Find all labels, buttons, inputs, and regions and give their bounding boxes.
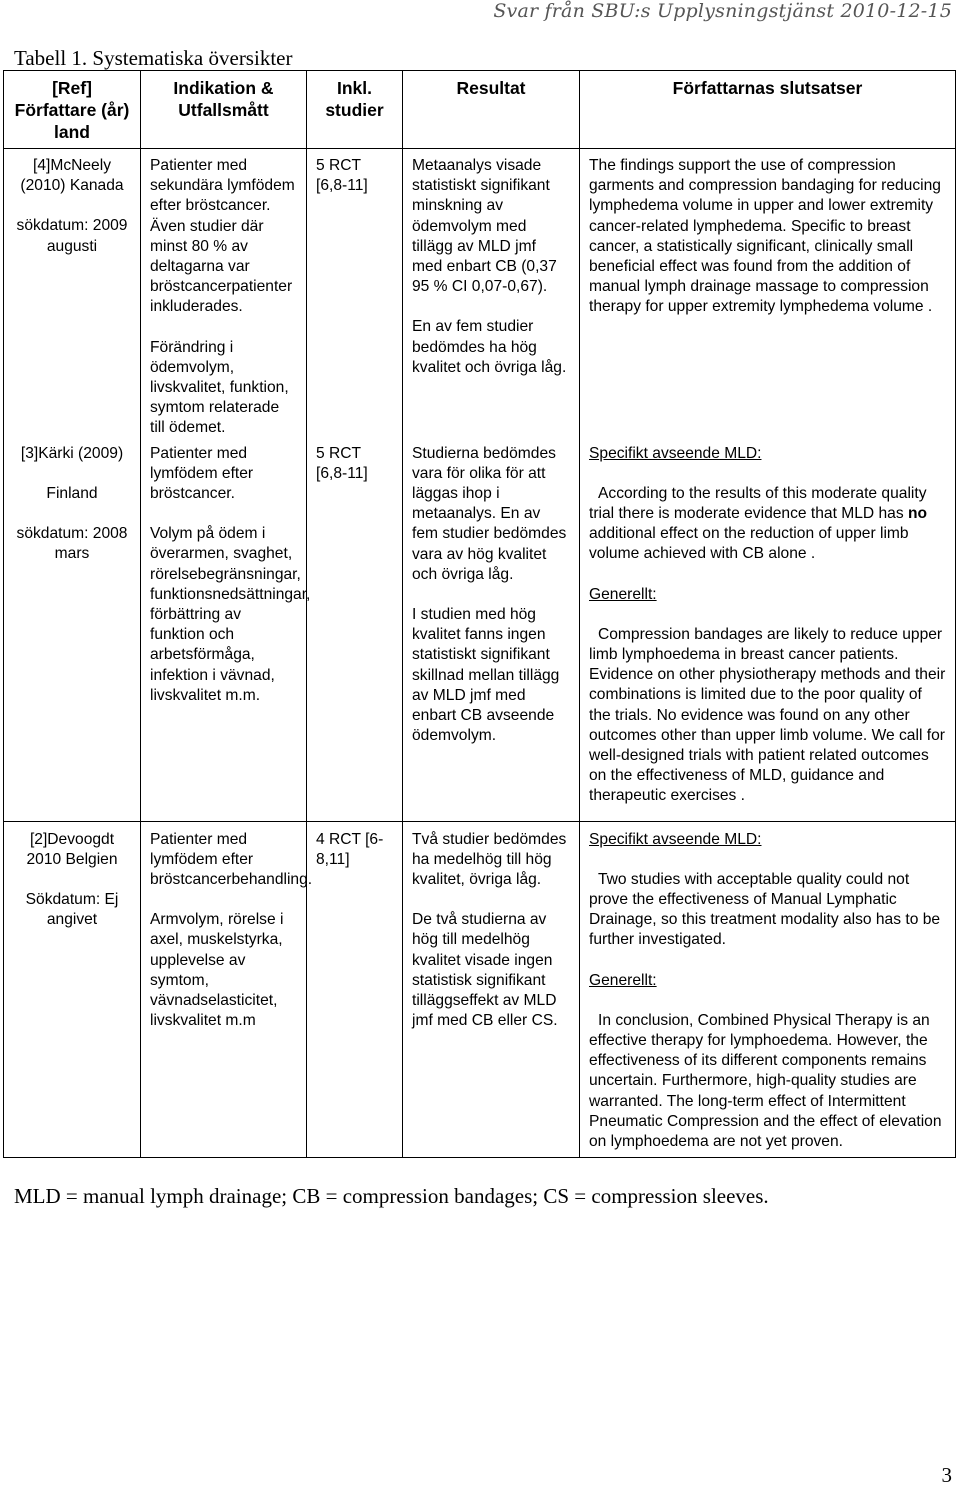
table-title: Tabell 1. Systematiska översikter	[14, 46, 293, 70]
table-row	[4, 821, 956, 1158]
systematic-reviews-table	[3, 70, 956, 1158]
conclusion-specific-heading: Specifikt avseende MLD:	[589, 444, 762, 462]
indication-outcomes: Volym på ödem i överarmen, svaghet, rörelsebegränsningar, funktionsnedsättningar, förbättring av funktion och arbetsförmåga, infektion i vävnad, livskvalitet m.m.	[150, 525, 311, 704]
result-cell	[403, 821, 580, 1158]
search-date: sökdatum: 2008 mars	[16, 525, 128, 563]
indication-cell	[141, 149, 307, 444]
search-date: Sökdatum: Ej angivet	[25, 891, 119, 929]
reference-text: [3]Kärki (2009)	[20, 444, 124, 462]
result-text: Studierna bedömdes vara för olika för att läggas ihop i metaanalys. En av fem studier bedömdes vara av hög kvalitet och övriga låg.	[412, 444, 567, 583]
conclusion-cell	[580, 821, 956, 1158]
indication-cell	[141, 821, 313, 1158]
reference-cell	[4, 821, 141, 1158]
conclusion-specific-pre: According to the results of this moderate quality trial there is moderate evidence that MLD has	[589, 484, 927, 523]
reference-text: [2]Devoogdt 2010 Belgien	[26, 830, 118, 868]
conclusion-specific-post: additional effect on the reduction of upper limb volume achieved with CB alone .	[589, 525, 909, 563]
reference-cell	[4, 149, 141, 444]
result-text: Metaanalys visade statistiskt signifikant minskning av ödemvolym med tillägg av MLD jmf med enbart CB (0,37 95 % CI 0,07-0,67).	[412, 157, 557, 296]
conclusion-text: The findings support the use of compression garments and compression bandaging for reducing lymphedema volume in upper and lower extremity cancer-related lymphedema. Specific to breast cancer, a statistically significant, clinically small beneficial effect was found from the addition of manual lymph drainage massage to compression therapy for upper extremity lymphedema volume .	[589, 157, 941, 316]
indication-cell	[141, 444, 311, 822]
indication-population: Patienter med lymfödem efter bröstcancerbehandling.	[150, 830, 313, 889]
conclusion-specific-heading: Specifikt avseende MLD:	[589, 830, 762, 848]
result-cell	[403, 444, 580, 822]
conclusion-cell	[580, 444, 956, 822]
reference-text: [4]McNeely (2010) Kanada	[20, 157, 124, 195]
column-header-conclusions: Författarnas slutsatser	[580, 71, 956, 149]
studies-cell: 5 RCT [6,8-11]	[307, 149, 403, 444]
conclusion-specific-text	[589, 484, 946, 565]
column-header-reference: [Ref] Författare (år) land	[4, 71, 141, 149]
reference-cell	[4, 444, 141, 822]
studies-cell: 4 RCT [6-8,11]	[307, 821, 403, 1158]
indication-outcomes: Förändring i ödemvolym, livskvalitet, funktion, symtom relaterade till ödemet.	[150, 338, 289, 437]
conclusion-general-text: Compression bandages are likely to reduce upper limb lymphoedema in breast cancer patients. Evidence on other physiotherapy methods and their combinations is limited due to the poor quality of the trials. No evidence was found on any other outcomes other than upper limb volume. We call for well-designed trials with patient related outcomes on the effectiveness of MLD, guidance and therapeutic exercises .	[589, 625, 946, 805]
column-header-studies: Inkl. studier	[307, 71, 403, 149]
conclusion-general-text: In conclusion, Combined Physical Therapy is an effective therapy for lymphoedema. However, the effectiveness of its different components remains uncertain. Furthermore, high-quality studies are warranted. The long-term effect of Intermittent Pneumatic Compression and the effect of elevation on lymphoedema are not yet proven.	[589, 1011, 942, 1151]
result-detail: De två studierna av hög till medelhög kvalitet visade ingen statistisk signifikant tilläggseffekt av MLD jmf med CB eller CS.	[412, 911, 558, 1030]
conclusion-general-heading: Generellt:	[589, 585, 657, 603]
table-header-row	[4, 71, 956, 149]
document-header-note: Svar från SBU:s Upplysningstjänst 2010-12-15	[493, 0, 952, 22]
column-header-indication: Indikation & Utfallsmått	[141, 71, 307, 149]
table-row	[4, 444, 956, 822]
conclusion-general-heading: Generellt:	[589, 971, 657, 989]
conclusion-cell	[580, 149, 956, 444]
result-cell	[403, 149, 580, 444]
page-number: 3	[941, 1463, 952, 1487]
table-row	[4, 149, 956, 444]
indication-population: Patienter med lymfödem efter bröstcancer.	[150, 444, 254, 503]
conclusion-specific-text: Two studies with acceptable quality could not prove the effectiveness of Manual Lymphatic Drainage, so this treatment modality also has to be further investigated.	[589, 870, 941, 949]
indication-population: Patienter med sekundära lymfödem efter bröstcancer. Även studier där minst 80 % av deltagarna var bröstcancerpatienter inkluderades.	[150, 157, 295, 316]
column-header-results: Resultat	[403, 71, 580, 149]
country: Finland	[46, 484, 98, 502]
conclusion-emphasis: no	[907, 505, 928, 523]
result-detail: I studien med hög kvalitet fanns ingen statistiskt signifikant skillnad mellan tillägg av MLD jmf med enbart CB avseende ödemvolym.	[412, 606, 560, 745]
abbreviations-footnote: MLD = manual lymph drainage; CB = compression bandages; CS = compression sleeves.	[14, 1184, 769, 1208]
search-date: sökdatum: 2009 augusti	[16, 217, 128, 255]
indication-outcomes: Armvolym, rörelse i axel, muskelstyrka, upplevelse av symtom, vävnadselasticitet, livskvalitet m.m	[150, 911, 284, 1030]
studies-cell: 5 RCT [6,8-11]	[307, 444, 403, 822]
result-quality: En av fem studier bedömdes ha hög kvalitet och övriga låg.	[412, 318, 567, 376]
result-text: Två studier bedömdes ha medelhög till hög kvalitet, övriga låg.	[412, 830, 567, 889]
